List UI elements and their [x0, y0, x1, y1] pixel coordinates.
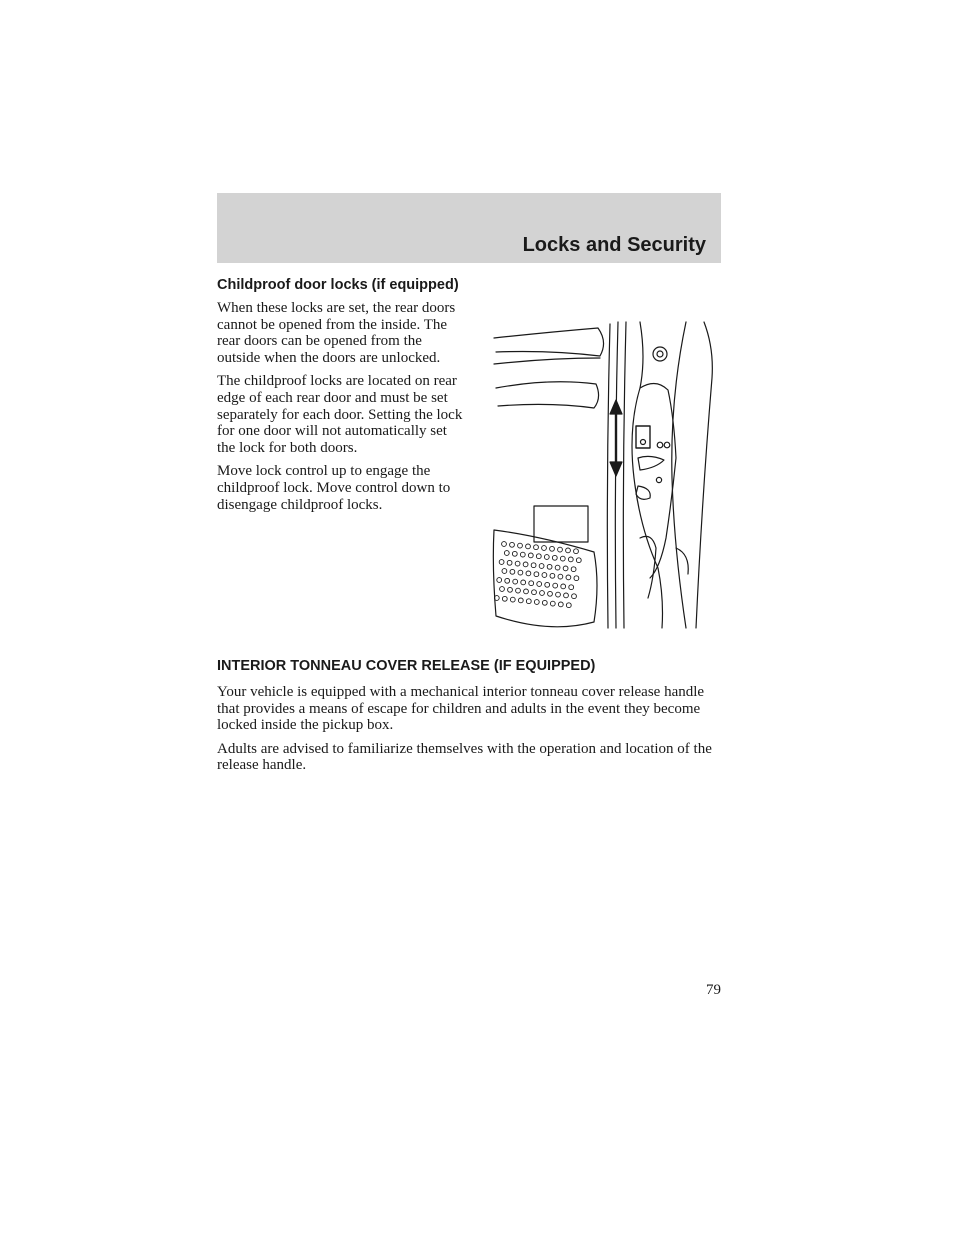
latch-hole-1: [657, 442, 663, 448]
grille-hole: [528, 553, 533, 558]
latch-housing: [640, 383, 676, 578]
grille-hole: [534, 600, 539, 605]
grille-hole: [534, 572, 539, 577]
grille-hole: [561, 584, 566, 589]
door-trim-line-middle: [494, 358, 600, 364]
grille-hole: [499, 560, 504, 565]
grille-hole: [531, 563, 536, 568]
grille-hole: [497, 578, 502, 583]
grille-hole: [558, 602, 563, 607]
grille-hole: [552, 555, 557, 560]
grille-hole: [550, 573, 555, 578]
grille-hole: [568, 557, 573, 562]
grille-hole: [510, 542, 515, 547]
latch-catch: [638, 456, 664, 470]
childproof-locks-body: [217, 300, 465, 520]
grille-hole: [566, 603, 571, 608]
speaker-grille-holes: [494, 542, 581, 608]
grille-hole: [508, 587, 513, 592]
latch-hole-3: [656, 477, 661, 482]
chapter-title: Locks and Security: [522, 234, 706, 256]
grille-hole: [520, 552, 525, 557]
tonneau-cover-body: [217, 684, 723, 781]
page-number: 79: [706, 982, 721, 998]
grille-hole: [518, 570, 523, 575]
grille-hole: [550, 546, 555, 551]
chapter-header-band: [217, 193, 721, 263]
grille-hole: [548, 591, 553, 596]
grille-hole: [510, 597, 515, 602]
tonneau-paragraph-2: Adults are advised to familiarize themselves with the operation and location of the release handle.: [217, 740, 712, 774]
speaker-grille-outline: [493, 530, 597, 627]
grille-hole: [572, 594, 577, 599]
lower-latch-bracket: [640, 536, 656, 598]
door-trim-line-lower: [496, 382, 599, 408]
grille-hole: [526, 571, 531, 576]
grille-hole: [500, 587, 505, 592]
grille-hole: [537, 582, 542, 587]
grille-hole: [558, 574, 563, 579]
door-edge-line-1: [607, 324, 610, 628]
grille-hole: [526, 544, 531, 549]
grille-hole: [505, 578, 510, 583]
grille-hole: [518, 598, 523, 603]
grille-hole: [512, 551, 517, 556]
childproof-locks-heading: Childproof door locks (if equipped): [217, 277, 459, 293]
grille-hole: [521, 580, 526, 585]
grille-hole: [534, 545, 539, 550]
grille-hole: [523, 562, 528, 567]
grille-hole: [556, 592, 561, 597]
tonneau-paragraph-1: Your vehicle is equipped with a mechanical interior tonneau cover release handle that provides a means of escape for children and adults in the event they become locked inside the pickup box.: [217, 684, 705, 734]
grille-hole: [536, 554, 541, 559]
grille-hole: [574, 549, 579, 554]
door-outer-edge: [696, 322, 712, 628]
childproof-paragraph-2: The childproof locks are located on rear edge of each rear door and must be set separately for each door. Setting the lock for one door will not automatically set the lock for both doors.: [217, 373, 463, 456]
grille-hole: [558, 547, 563, 552]
grille-hole: [569, 585, 574, 590]
grille-hole: [507, 560, 512, 565]
grille-hole: [540, 591, 545, 596]
grille-hole: [564, 593, 569, 598]
grille-hole: [532, 590, 537, 595]
grille-hole: [566, 575, 571, 580]
childproof-paragraph-3: Move lock control up to engage the childproof lock. Move control down to disengage childproof locks.: [217, 463, 451, 513]
grille-hole: [502, 542, 507, 547]
grille-hole: [544, 555, 549, 560]
grille-hole: [513, 579, 518, 584]
grille-hole: [545, 582, 550, 587]
grille-hole: [560, 556, 565, 561]
grille-hole: [504, 551, 509, 556]
grille-hole: [539, 564, 544, 569]
grille-hole: [515, 561, 520, 566]
childproof-lock-illustration: [490, 318, 720, 630]
grille-hole: [510, 569, 515, 574]
door-label-plate: [534, 506, 588, 542]
grille-hole: [571, 567, 576, 572]
grille-hole: [502, 569, 507, 574]
grille-hole: [576, 558, 581, 563]
grille-hole: [518, 543, 523, 548]
tonneau-cover-heading: INTERIOR TONNEAU COVER RELEASE (IF EQUIPPED): [217, 658, 596, 674]
grille-hole: [502, 596, 507, 601]
grille-hole: [555, 565, 560, 570]
door-pillar-outline: [632, 322, 663, 628]
grille-hole: [563, 566, 568, 571]
grille-hole: [547, 564, 552, 569]
grille-hole: [542, 546, 547, 551]
grille-hole: [526, 599, 531, 604]
childproof-paragraph-1: When these locks are set, the rear doors cannot be opened from the inside. The rear doors can be opened from the outside when the doors are unlocked.: [217, 300, 456, 366]
latch-bolt-circle: [653, 347, 667, 361]
latch-hole-2: [664, 442, 670, 448]
latch-striker: [636, 486, 650, 499]
grille-hole: [542, 573, 547, 578]
grille-hole: [553, 583, 558, 588]
door-edge-line-3: [623, 322, 626, 628]
lock-direction-arrow-up-icon: [610, 400, 622, 414]
grille-hole: [574, 576, 579, 581]
grille-hole: [516, 588, 521, 593]
grille-hole: [566, 548, 571, 553]
grille-hole: [524, 589, 529, 594]
grille-hole: [529, 581, 534, 586]
latch-bolt-center: [657, 351, 663, 357]
lock-direction-arrow-down-icon: [610, 462, 622, 476]
door-trim-line-top: [494, 328, 604, 356]
lock-control-knob: [641, 440, 646, 445]
grille-hole: [550, 601, 555, 606]
grille-hole: [542, 600, 547, 605]
